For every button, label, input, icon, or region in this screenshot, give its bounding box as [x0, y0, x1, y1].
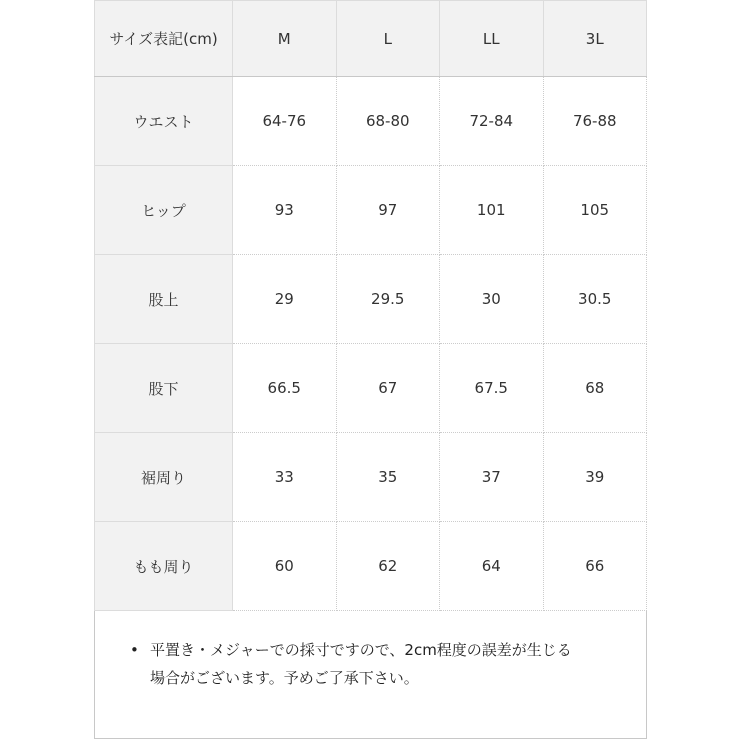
table-cell: 68	[543, 344, 647, 433]
table-cell: 64-76	[233, 77, 337, 166]
measurement-note	[130, 636, 620, 692]
table-row	[95, 255, 647, 344]
bullet-icon: •	[130, 641, 139, 659]
row-label-thigh: もも周り	[95, 522, 233, 611]
table-row	[95, 77, 647, 166]
table-row	[95, 522, 647, 611]
table-cell: 72-84	[440, 77, 544, 166]
table-cell: 39	[543, 433, 647, 522]
column-header-l: L	[336, 1, 440, 77]
table-cell: 30	[440, 255, 544, 344]
table-cell: 30.5	[543, 255, 647, 344]
table-cell: 64	[440, 522, 544, 611]
table-cell: 66.5	[233, 344, 337, 433]
column-header-3l: 3L	[543, 1, 647, 77]
size-table	[94, 0, 647, 611]
table-cell: 35	[336, 433, 440, 522]
column-header-m: M	[233, 1, 337, 77]
row-label-rise: 股上	[95, 255, 233, 344]
table-row	[95, 433, 647, 522]
header-label: サイズ表記(cm)	[95, 1, 233, 77]
table-cell: 62	[336, 522, 440, 611]
row-label-hip: ヒップ	[95, 166, 233, 255]
column-header-ll: LL	[440, 1, 544, 77]
row-label-inseam: 股下	[95, 344, 233, 433]
table-cell: 33	[233, 433, 337, 522]
table-cell: 76-88	[543, 77, 647, 166]
table-cell: 29	[233, 255, 337, 344]
table-cell: 101	[440, 166, 544, 255]
table-cell: 60	[233, 522, 337, 611]
table-cell: 37	[440, 433, 544, 522]
table-row	[95, 166, 647, 255]
note-line-1: 平置き・メジャーでの採寸ですので、2cm程度の誤差が生じる	[150, 641, 572, 659]
table-cell: 97	[336, 166, 440, 255]
table-cell: 93	[233, 166, 337, 255]
note-line-2: 場合がございます。予めご了承下さい。	[150, 669, 419, 687]
row-label-hem: 裾周り	[95, 433, 233, 522]
table-cell: 29.5	[336, 255, 440, 344]
table-cell: 67.5	[440, 344, 544, 433]
table-cell: 67	[336, 344, 440, 433]
note-item	[130, 636, 620, 692]
table-cell: 66	[543, 522, 647, 611]
table-header-row	[95, 1, 647, 77]
table-cell: 105	[543, 166, 647, 255]
table-row	[95, 344, 647, 433]
row-label-waist: ウエスト	[95, 77, 233, 166]
table-cell: 68-80	[336, 77, 440, 166]
